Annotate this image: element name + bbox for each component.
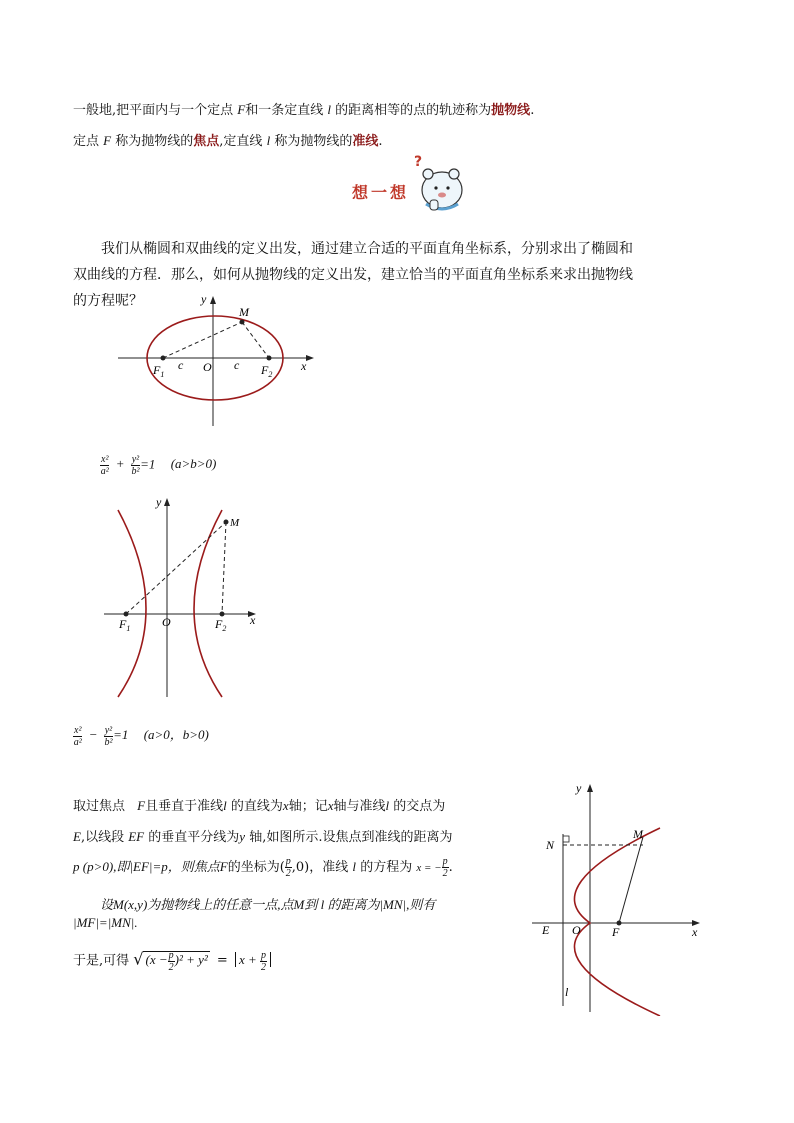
ellipse-figure [110, 288, 320, 428]
hyperbola-y-label: y [156, 495, 162, 509]
parabola-figure [528, 776, 713, 1016]
parabola-y-label: y [576, 781, 582, 795]
derivation-line-4: 设M(x,y)为抛物线上的任意一点,点M到 l 的距离为|MN|,则有 [100, 897, 436, 912]
think-badge [352, 154, 472, 214]
ellipse-y-label: y [201, 292, 207, 306]
term-directrix: 准线 [352, 134, 379, 149]
hyperbola-F2-label: $F_2$ [215, 617, 227, 633]
ellipse-F2-label: $F_2$ [261, 363, 273, 379]
parabola-O-label: O [572, 923, 581, 937]
term-focus: 焦点 [193, 134, 220, 149]
question-paragraph: 我们从椭圆和双曲线的定义出发，通过建立合适的平面直角坐标系，分别求出了椭圆和双曲线的方程．那么，如何从抛物线的定义出发，建立恰当的平面直角坐标系来求出抛物线的方程呢？ [73, 241, 633, 309]
hyperbola-x-label: x [250, 613, 256, 627]
derivation-line-3: p (p>0),即|EF|=p，则焦点F的坐标为( $\frac{p}{2}$ ,0)，准线 l 的方程为 x = − $\frac{p}{2}$ . [73, 856, 453, 879]
derivation-line-1: 取过焦点 F且垂直于准线l 的直线为x轴；记x轴与准线l 的交点为 [73, 798, 446, 814]
hyperbola-M-label: M [230, 517, 240, 529]
parabola-x-label: x [692, 925, 698, 939]
parabola-l-label: l [565, 985, 569, 999]
question-mark: ? [414, 154, 423, 170]
ellipse-c-left: c [178, 358, 184, 372]
hyperbola-O-label: O [162, 615, 171, 629]
term-parabola: 抛物线 [491, 103, 531, 118]
parabola-N-label: N [546, 838, 555, 852]
parabola-M-label: M [633, 827, 643, 841]
ellipse-F1-label: $F_1$ [153, 363, 165, 379]
hyperbola-figure [100, 492, 270, 702]
derivation-line-6: 于是,可得 √ (x − $\frac{p}{2}$ )² + y² = x + $\frac{p}{2}$ [73, 950, 271, 973]
ellipse-x-label: x [301, 359, 307, 373]
derivation-line-2: E,以线段 EF 的垂直平分线为y 轴,如图所示.设焦点到准线的距离为 [73, 829, 453, 845]
ellipse-M-label: M [239, 305, 249, 319]
ellipse-O-label: O [203, 360, 212, 374]
parabola-definition: 一般地,把平面内与一个定点 F和一条定直线 l 的距离相等的点的轨迹称为抛物线. [73, 102, 535, 118]
ellipse-c-right: c [234, 358, 240, 372]
parabola-E-label: E [542, 923, 550, 937]
think-badge-text: 想一想 [352, 183, 410, 202]
hyperbola-F1-label: $F_1$ [119, 617, 131, 633]
hyperbola-equation: $\frac{\text{x²}}{\text{a²}}$ − $\frac{\text{y²}}{\text{b²}}$ =1 (a>0，b>0) [73, 724, 209, 748]
focus-directrix-definition: 定点 F 称为抛物线的焦点,定直线 l 称为抛物线的准线. [73, 133, 383, 149]
derivation-line-5: |MF|=|MN|. [73, 915, 138, 930]
ellipse-equation: $\frac{\text{x²}}{\text{a²}}$ + $\frac{\text{y²}}{\text{b²}}$ =1 (a>b>0) [100, 454, 217, 477]
parabola-F-label: F [612, 925, 620, 939]
